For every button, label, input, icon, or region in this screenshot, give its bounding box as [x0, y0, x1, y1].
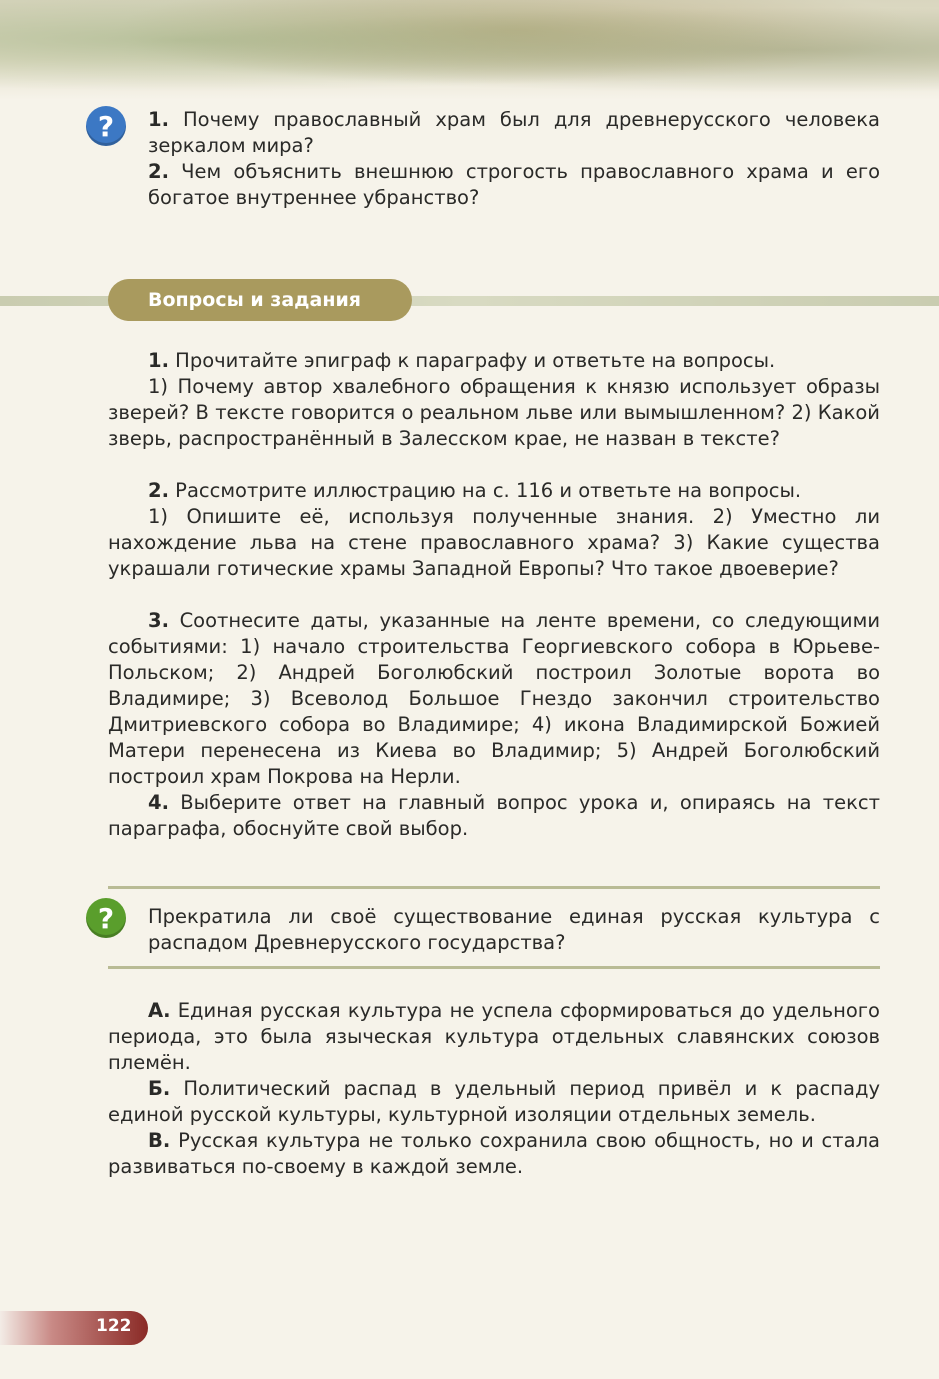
page-number: 122	[96, 1316, 132, 1336]
task-2-subquestions: 1) Опишите её, используя полученные знания. 2) Уместно ли нахождение льва на стене православного храма? 3) Какие существа украшали готические храмы Западной Европы? Что такое двоеверие?	[108, 505, 880, 580]
decorative-header-banner	[0, 0, 939, 100]
answer-b: Б. Политический распад в удельный период привёл и к распаду единой русской культуры, культурной изоляции отдельных земель.	[108, 1077, 880, 1126]
question-box-top-rule	[108, 886, 880, 889]
question-mark-icon: ?	[86, 898, 126, 938]
task-4: 4. Выберите ответ на главный вопрос урока и, опираясь на текст параграфа, обоснуйте свой выбор.	[108, 791, 880, 840]
question-mark-icon: ?	[86, 106, 126, 146]
task-1: 1. Прочитайте эпиграф к параграфу и ответьте на вопросы.	[148, 349, 776, 372]
reflection-question-2: 2. Чем объяснить внешнюю строгость православного храма и его богатое внутреннее убранство?	[148, 160, 880, 209]
answer-a: А. Единая русская культура не успела сформироваться до удельного периода, это была языческая культура отдельных славянских союзов племён.	[108, 999, 880, 1074]
task-2: 2. Рассмотрите иллюстрацию на с. 116 и ответьте на вопросы.	[148, 479, 802, 502]
section-title: Вопросы и задания	[108, 279, 412, 321]
reflection-question-1: 1. Почему православный храм был для древнерусского человека зеркалом мира?	[148, 108, 880, 157]
question-box-bottom-rule	[108, 966, 880, 969]
answer-v: В. Русская культура не только сохранила свою общность, но и стала развиваться по-своему в каждой земле.	[108, 1129, 880, 1178]
task-3: 3. Соотнесите даты, указанные на ленте времени, со следующими событиями: 1) начало строительства Георгиевского собора в Юрьеве-Польском; 2) Андрей Боголюбский построил Золотые ворота во Владимире; 3) Всеволод Большое Гнездо закончил строительство Дмитриевского собора во Владимире; 4) икона Владимирской Божией Матери перенесена из Киева во Владимир; 5) Андрей Боголюбский построил храм Покрова на Нерли.	[108, 609, 880, 788]
main-lesson-question: Прекратила ли своё существование единая русская культура с распадом Древнерусского государства?	[148, 905, 880, 954]
task-1-subquestions: 1) Почему автор хвалебного обращения к князю использует образы зверей? В тексте говорится о реальном льве или вымышленном? 2) Какой зверь, распространённый в Залесском крае, не назван в тексте?	[108, 375, 880, 450]
